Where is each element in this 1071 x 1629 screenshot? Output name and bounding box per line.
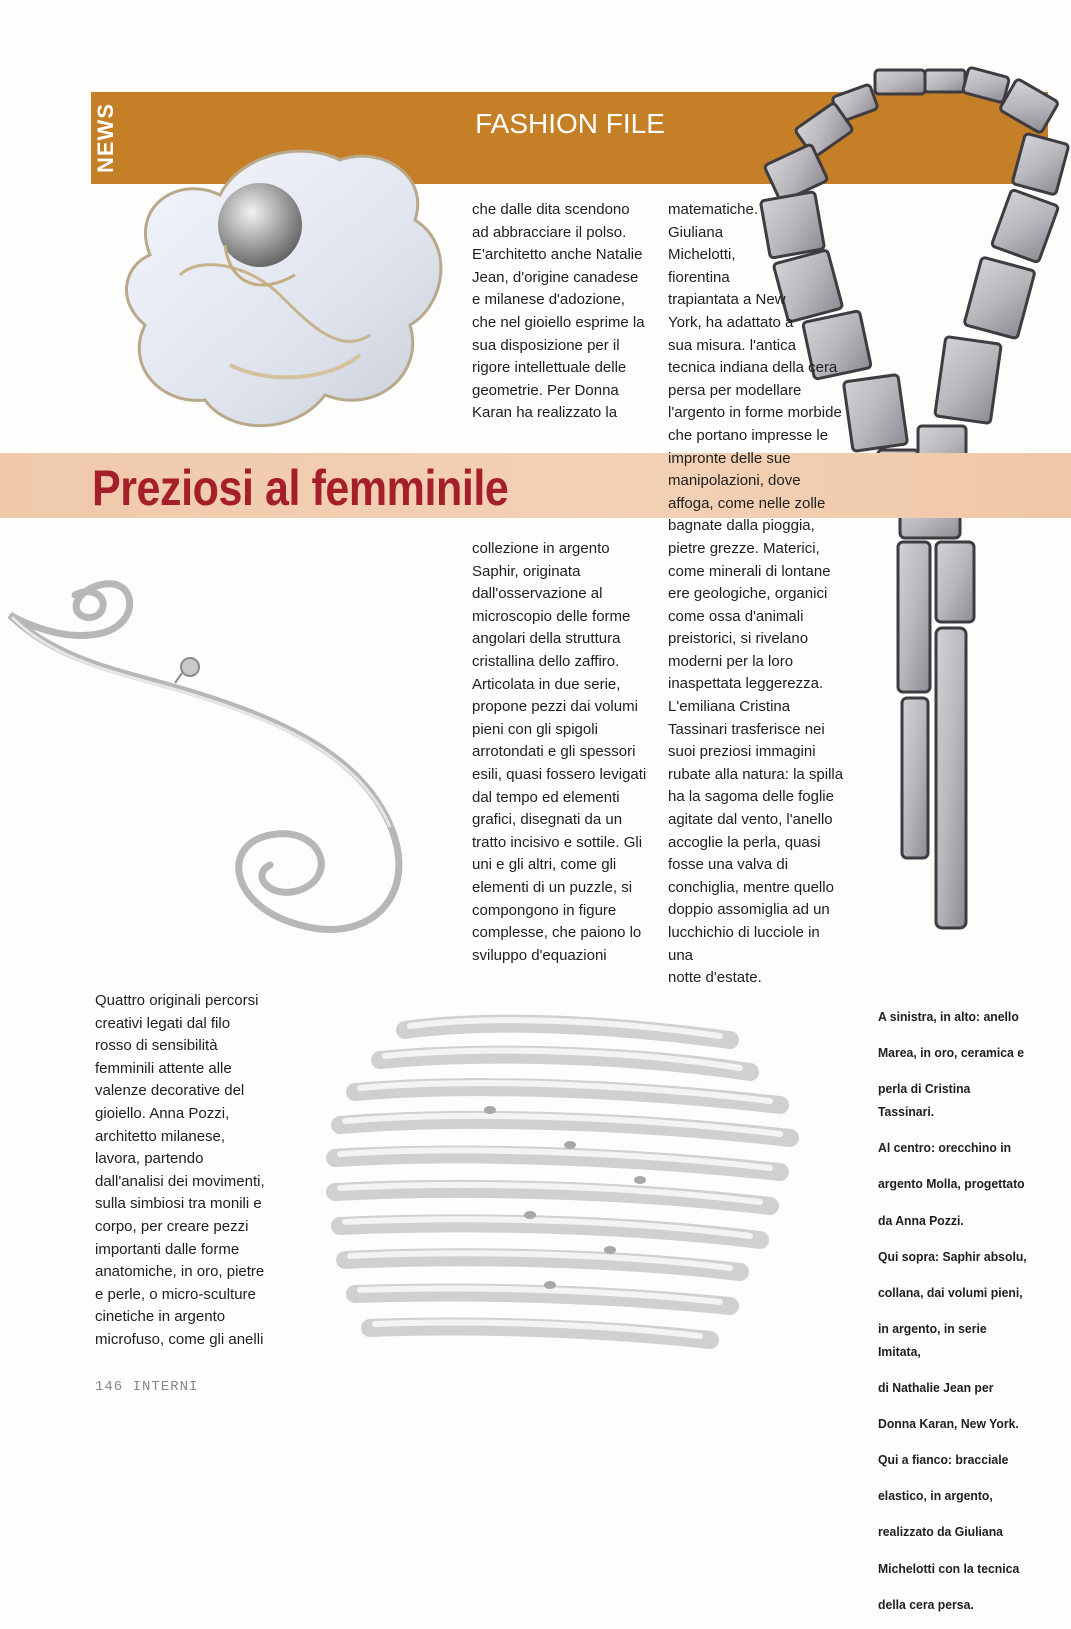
text-line: Qui sopra: Saphir absolu,	[878, 1248, 1027, 1264]
text-line: tecnica indiana della cera	[668, 359, 838, 377]
text-line: E'architetto anche Natalie	[472, 246, 643, 264]
text-line: rosso di sensibilità	[95, 1037, 218, 1055]
text-line: Karan ha realizzato la	[472, 404, 618, 422]
text-line: che dalle dita scendono	[472, 201, 630, 218]
text-line: elastico, in argento,	[878, 1488, 993, 1504]
text-line: pieni con gli spigoli	[472, 720, 598, 738]
text-line: come ossa d'animali	[668, 607, 804, 625]
text-line: l'argento in forme morbide	[668, 404, 842, 422]
text-line: femminili attente alle	[95, 1059, 232, 1077]
text-line: geometrie. Per Donna	[472, 381, 619, 399]
text-line: Michelotti,	[668, 246, 736, 264]
text-line: che portano impresse le	[668, 426, 829, 444]
section-tag-label: NEWS	[93, 103, 118, 173]
text-line: bagnate dalla pioggia,	[668, 517, 815, 535]
text-line: affoga, come nelle zolle	[668, 494, 826, 512]
text-line: trapiantata a New	[668, 291, 786, 309]
text-line: microscopio delle forme	[472, 607, 631, 625]
text-line: compongono in figure	[472, 901, 617, 919]
text-line: esili, quasi fossero levigati	[472, 765, 647, 783]
text-line: cinetiche in argento	[95, 1308, 226, 1326]
text-line: Marea, in oro, ceramica e	[878, 1045, 1025, 1061]
text-line: tratto incisivo e sottile. Gli	[472, 833, 643, 851]
bracelet-michelotti-image	[310, 1010, 810, 1380]
text-line: perla di Cristina Tassinari.	[878, 1081, 971, 1120]
text-line: lavora, partendo	[95, 1150, 204, 1168]
photo-caption	[878, 992, 1028, 1629]
text-line: conchiglia, mentre quello	[668, 878, 834, 896]
article-column-1-bottom	[472, 538, 652, 967]
text-line: sua misura. l'antica	[668, 336, 796, 354]
text-line: collezione in argento	[472, 540, 610, 557]
text-line: moderni per la loro	[668, 652, 794, 670]
text-line: collana, dai volumi pieni,	[878, 1284, 1023, 1300]
text-line: dall'analisi dei movimenti,	[95, 1172, 265, 1190]
text-line: notte d'estate.	[668, 969, 762, 987]
text-line: della cera persa.	[878, 1596, 974, 1612]
headline: Preziosi al femminile	[92, 460, 509, 516]
text-line: Michelotti con la tecnica	[878, 1560, 1020, 1576]
text-line: York, ha adattato a	[668, 313, 794, 331]
text-line: ere geologiche, organici	[668, 585, 828, 603]
text-line: argento Molla, progettato	[878, 1176, 1025, 1192]
text-line: suoi preziosi immagini	[668, 743, 816, 761]
text-line: Al centro: orecchino in	[878, 1140, 1012, 1156]
text-line: lucchichio di lucciole in una	[668, 924, 820, 964]
text-line: Saphir, originata	[472, 562, 581, 580]
text-line: propone pezzi dai volumi	[472, 698, 638, 716]
text-line: cristallina dello zaffiro.	[472, 652, 620, 670]
text-line: dal tempo ed elementi	[472, 788, 620, 806]
text-line: grafici, disegnati da un	[472, 811, 623, 829]
text-line: fiorentina	[668, 268, 730, 286]
text-line: e perle, o micro-sculture	[95, 1285, 256, 1303]
text-line: Articolata in due serie,	[472, 675, 621, 693]
article-intro	[95, 990, 270, 1352]
text-line: agitate dal vento, l'anello	[668, 811, 833, 829]
text-line: e milanese d'adozione,	[472, 291, 625, 309]
text-line: ha la sagoma delle foglie	[668, 788, 834, 806]
text-line: doppio assomiglia ad un	[668, 901, 830, 919]
text-line: sua disposizione per il	[472, 336, 620, 354]
text-line: uni e gli altri, come gli	[472, 856, 617, 874]
text-line: Quattro originali percorsi	[95, 992, 259, 1009]
text-line: elementi di un puzzle, si	[472, 878, 633, 896]
text-line: ad abbracciare il polso.	[472, 223, 627, 241]
text-line: architetto milanese,	[95, 1127, 226, 1145]
text-line: corpo, per creare pezzi	[95, 1217, 249, 1235]
article-column-2	[668, 199, 848, 990]
text-line: da Anna Pozzi.	[878, 1212, 964, 1228]
earring-molla-image	[0, 555, 450, 955]
text-line: manipolazioni, dove	[668, 472, 801, 490]
text-line: inaspettata leggerezza.	[668, 675, 824, 693]
text-line: gioiello. Anna Pozzi,	[95, 1104, 230, 1122]
text-line: dall'osservazione al	[472, 585, 603, 603]
text-line: Tassinari trasferisce nei	[668, 720, 825, 738]
text-line: complesse, che paiono lo	[472, 924, 642, 942]
text-line: matematiche.	[668, 201, 759, 218]
section-title: FASHION FILE	[475, 108, 665, 139]
text-line: rubate alla natura: la spilla	[668, 765, 844, 783]
text-line: accoglie la perla, quasi	[668, 833, 821, 851]
text-line: L'emiliana Cristina	[668, 698, 791, 716]
text-line: creativi legati dal filo	[95, 1014, 231, 1032]
text-line: pietre grezze. Materici,	[668, 539, 820, 557]
text-line: realizzato da Giuliana	[878, 1524, 1003, 1540]
text-line: impronte delle sue	[668, 449, 791, 467]
text-line: sulla simbiosi tra monili e	[95, 1195, 262, 1213]
text-line: fosse una valva di	[668, 856, 789, 874]
text-line: importanti dalle forme	[95, 1240, 240, 1258]
text-line: valenze decorative del	[95, 1082, 245, 1100]
text-line: Donna Karan, New York.	[878, 1416, 1019, 1432]
text-line: Jean, d'origine canadese	[472, 268, 639, 286]
text-line: persa per modellare	[668, 381, 802, 399]
text-line: anatomiche, in oro, pietre	[95, 1263, 265, 1281]
text-line: che nel gioiello esprime la	[472, 313, 645, 331]
text-line: Giuliana	[668, 223, 724, 241]
text-line: arrotondati e gli spessori	[472, 743, 636, 761]
text-line: Qui a fianco: bracciale	[878, 1452, 1009, 1468]
text-line: A sinistra, in alto: anello	[878, 1009, 1019, 1024]
text-line: angolari della struttura	[472, 630, 621, 648]
ring-marea-image	[110, 135, 470, 445]
text-line: di Nathalie Jean per	[878, 1380, 994, 1396]
page-folio: 146 INTERNI	[95, 1379, 199, 1395]
text-line: sviluppo d'equazioni	[472, 946, 607, 964]
text-line: in argento, in serie Imitata,	[878, 1320, 987, 1359]
text-line: come minerali di lontane	[668, 562, 831, 580]
article-column-1-top	[472, 199, 652, 425]
text-line: preistorici, si rivelano	[668, 630, 809, 648]
text-line: microfuso, come gli anelli	[95, 1330, 264, 1348]
text-line: rigore intellettuale delle	[472, 359, 627, 377]
